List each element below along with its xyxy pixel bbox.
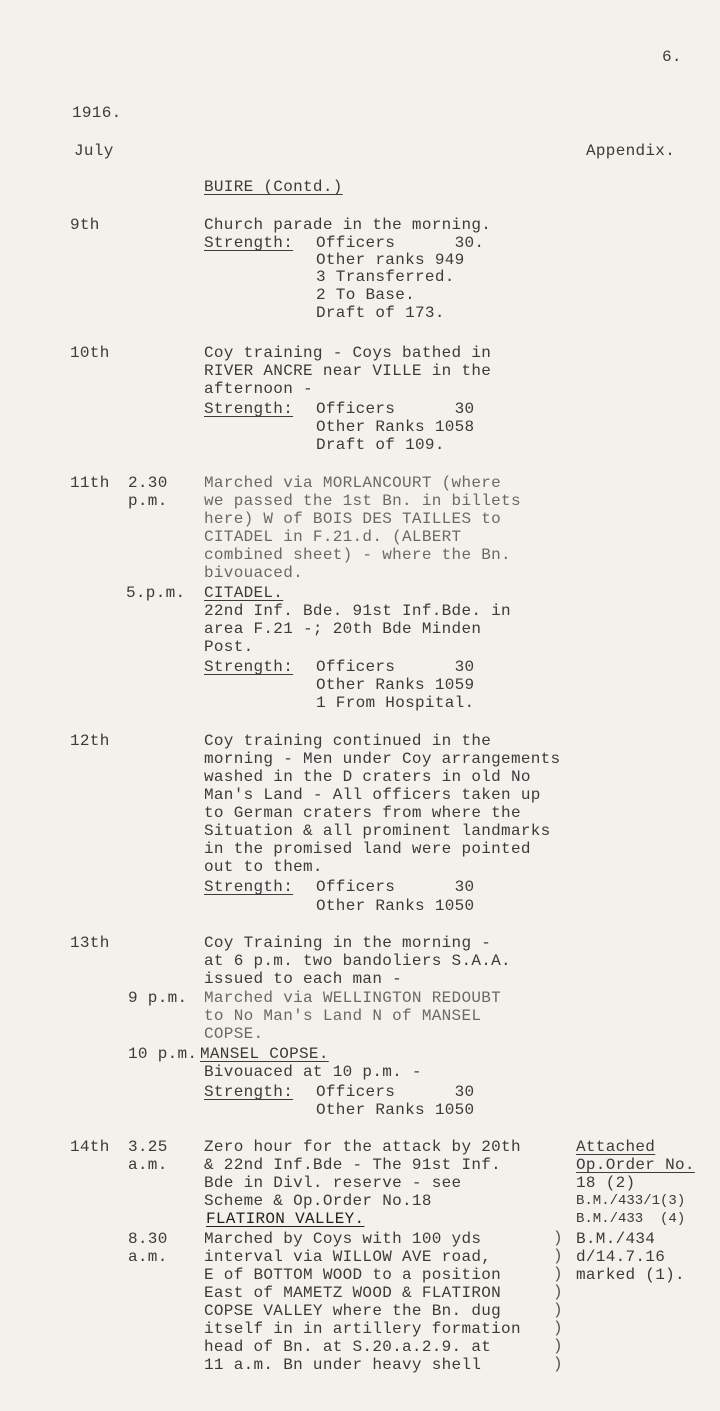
time: 3.25 (128, 1138, 168, 1156)
place-subheading: MANSEL COPSE. (200, 1045, 329, 1063)
entry-line: in the promised land were pointed (204, 840, 531, 858)
strength-line: Officers 30 (316, 658, 475, 676)
date-13th: 13th (70, 934, 110, 952)
entry-line: 11 a.m. Bn under heavy shell (204, 1356, 482, 1374)
entry-line: Zero hour for the attack by 20th (204, 1138, 521, 1156)
entry-line: COPSE VALLEY where the Bn. dug (204, 1302, 502, 1320)
entry-line: E of BOTTOM WOOD to a position (204, 1266, 502, 1284)
entry-line: Marched via WELLINGTON REDOUBT (204, 989, 502, 1007)
appendix-line: d/14.7.16 (576, 1248, 666, 1266)
entry-line: Post. (204, 638, 254, 656)
appendix-line: B.M./433/1(3) (576, 1193, 686, 1209)
time: 2.30 (128, 474, 168, 492)
entry-line: bivouaced. (204, 564, 304, 582)
entry-line: itself in in artillery formation (204, 1320, 521, 1338)
time: 10 p.m. (128, 1045, 198, 1063)
entry-line: Coy training continued in the (204, 732, 492, 750)
time: 9 p.m. (128, 989, 188, 1007)
entry-line: combined sheet) - where the Bn. (204, 546, 511, 564)
entry-line: Marched via MORLANCOURT (where (204, 474, 502, 492)
strength-label: Strength: (204, 878, 294, 896)
strength-line: Officers 30 (316, 878, 475, 896)
appendix-line: Op.Order No. (576, 1156, 695, 1174)
page-number: 6. (662, 48, 682, 66)
entry-line: issued to each man - (204, 970, 403, 988)
appendix-line: B.M./434 (576, 1230, 656, 1248)
strength-label: Strength: (204, 1083, 294, 1101)
time: 8.30 (128, 1230, 168, 1248)
entry-line: 22nd Inf. Bde. 91st Inf.Bde. in (204, 602, 511, 620)
strength-line: 2 To Base. (316, 286, 416, 304)
entry-line: we passed the 1st Bn. in billets (204, 492, 521, 510)
place-heading: BUIRE (Contd.) (204, 178, 343, 196)
entry-line: to German craters from where the (204, 804, 521, 822)
entry-line: Marched by Coys with 100 yds (204, 1230, 482, 1248)
date-10th: 10th (70, 344, 110, 362)
entry-line: interval via WILLOW AVE road, (204, 1248, 492, 1266)
appendix-line: Attached (576, 1138, 656, 1156)
appendix-line: marked (1). (576, 1266, 685, 1284)
entry-line: RIVER ANCRE near VILLE in the (204, 362, 492, 380)
entry-line: area F.21 -; 20th Bde Minden (204, 620, 482, 638)
entry-line: Coy training - Coys bathed in (204, 344, 492, 362)
entry-line: Coy Training in the morning - (204, 934, 492, 952)
place-subheading: CITADEL. (204, 584, 284, 602)
time: p.m. (128, 492, 168, 510)
entry-line: morning - Men under Coy arrangements (204, 750, 561, 768)
appendix-line: 18 (2) (576, 1174, 636, 1192)
entry-line: head of Bn. at S.20.a.2.9. at (204, 1338, 492, 1356)
entry-line: to No Man's Land N of MANSEL (204, 1007, 482, 1025)
entry-line: out to them. (204, 858, 323, 876)
appendix-header: Appendix. (586, 142, 676, 160)
entry-line: COPSE. (204, 1025, 264, 1043)
strength-line: Other Ranks 1050 (316, 897, 475, 915)
entry-line: here) W of BOIS DES TAILLES to (204, 510, 502, 528)
strength-line: Officers 30 (316, 400, 475, 418)
strength-label: Strength: (204, 658, 294, 676)
entry-line: Church parade in the morning. (204, 216, 492, 234)
appendix-line: B.M./433 (4) (576, 1211, 686, 1227)
date-11th: 11th (70, 474, 110, 492)
place-subheading: FLATIRON VALLEY. (206, 1210, 365, 1228)
strength-line: 1 From Hospital. (316, 694, 475, 712)
entry-line: Situation & all prominent landmarks (204, 822, 551, 840)
entry-line: Man's Land - All officers taken up (204, 786, 541, 804)
entry-line: washed in the D craters in old No (204, 768, 531, 786)
entry-line: & 22nd Inf.Bde - The 91st Inf. (204, 1156, 502, 1174)
strength-line: Other Ranks 1058 (316, 418, 475, 436)
strength-line: Officers 30 (316, 1083, 475, 1101)
strength-line: Other Ranks 1059 (316, 676, 475, 694)
year: 1916. (72, 104, 122, 122)
entry-line: Scheme & Op.Order No.18 (204, 1192, 432, 1210)
time: 5.p.m. (126, 584, 186, 602)
strength-line: 3 Transferred. (316, 268, 455, 286)
entry-line: afternoon - (204, 380, 313, 398)
strength-label: Strength: (204, 400, 294, 418)
date-9th: 9th (70, 216, 100, 234)
strength-line: Draft of 109. (316, 436, 445, 454)
date-12th: 12th (70, 732, 110, 750)
strength-line: Draft of 173. (316, 304, 445, 322)
date-14th: 14th (70, 1138, 110, 1156)
month: July (74, 142, 114, 160)
war-diary-page: 6. 1916. July Appendix. BUIRE (Contd.) 9th Church parade in the morning. Strength: Officers 30. Other ranks 949 3 Transferred. 2 To Base. Draft of 173. 10th Coy training - Coys bathed in RIVER ANCRE near VILLE in the afternoon - Strength: Officers 30 Other Ranks 1058 Draft of 109. 11th 2.30 p.m. Marched via MORLANCOURT (where we passed the 1st Bn. in billets here) W of BOIS DES TAILLES to CITADEL in F.21.d. (ALBERT combined sheet) - where the Bn. bivouaced. 5.p.m. CITADEL. 22nd Inf. Bde. 91st Inf.Bde. in area F.21 -; 20th Bde Minden Post. Strength: Officers 30 Other Ranks 1059 1 From Hospital. 12th Coy training continued in the morning - Men under Coy arrangements washed in the D craters in old No Man's Land - All officers taken up to German craters from where the Situation & all prominent landmarks in the promised land were pointed out to them. Strength: Officers 30 Other Ranks 1050 13th Coy Training in the morning - at 6 p.m. two bandoliers S.A.A. issued to each man - 9 p.m. Marched via WELLINGTON REDOUBT to No Man's Land N of MANSEL COPSE. 10 p.m. MANSEL COPSE. Bivouaced at 10 p.m. - Strength: Officers 30 Other Ranks 1050 14th 3.25 a.m. Zero hour for the attack by 20th & 22nd Inf.Bde - The 91st Inf. Bde in Divl. reserve - see Scheme & Op.Order No.18 FLATIRON VALLEY. 8.30 a.m. Marched by Coys with 100 yds interval via WILLOW AVE road, E of BOTTOM WOOD to a position East of MAMETZ WOOD & FLATIRON COPSE VALLEY where the Bn. dug itself in in artillery formation head of Bn. at S.20.a.2.9. at 11 a.m. Bn under heavy shell ) ) ) ) ) ) ) ) Attached Op.Order No. 18 (2) B.M./433/1(3) B.M./433 (4) B.M./434 d/14.7.16 marked (1). (70, 48, 695, 1374)
time: a.m. (128, 1156, 168, 1174)
strength-label: Strength: (204, 234, 294, 252)
strength-line: Officers 30. (316, 234, 485, 252)
entry-line: CITADEL in F.21.d. (ALBERT (204, 528, 462, 546)
entry-line: at 6 p.m. two bandoliers S.A.A. (204, 952, 511, 970)
entry-line: Bivouaced at 10 p.m. - (204, 1063, 422, 1081)
strength-line: Other Ranks 1050 (316, 1101, 475, 1119)
entry-line: Bde in Divl. reserve - see (204, 1174, 462, 1192)
entry-line: East of MAMETZ WOOD & FLATIRON (204, 1284, 502, 1302)
strength-line: Other ranks 949 (316, 251, 465, 269)
time: a.m. (128, 1248, 168, 1266)
